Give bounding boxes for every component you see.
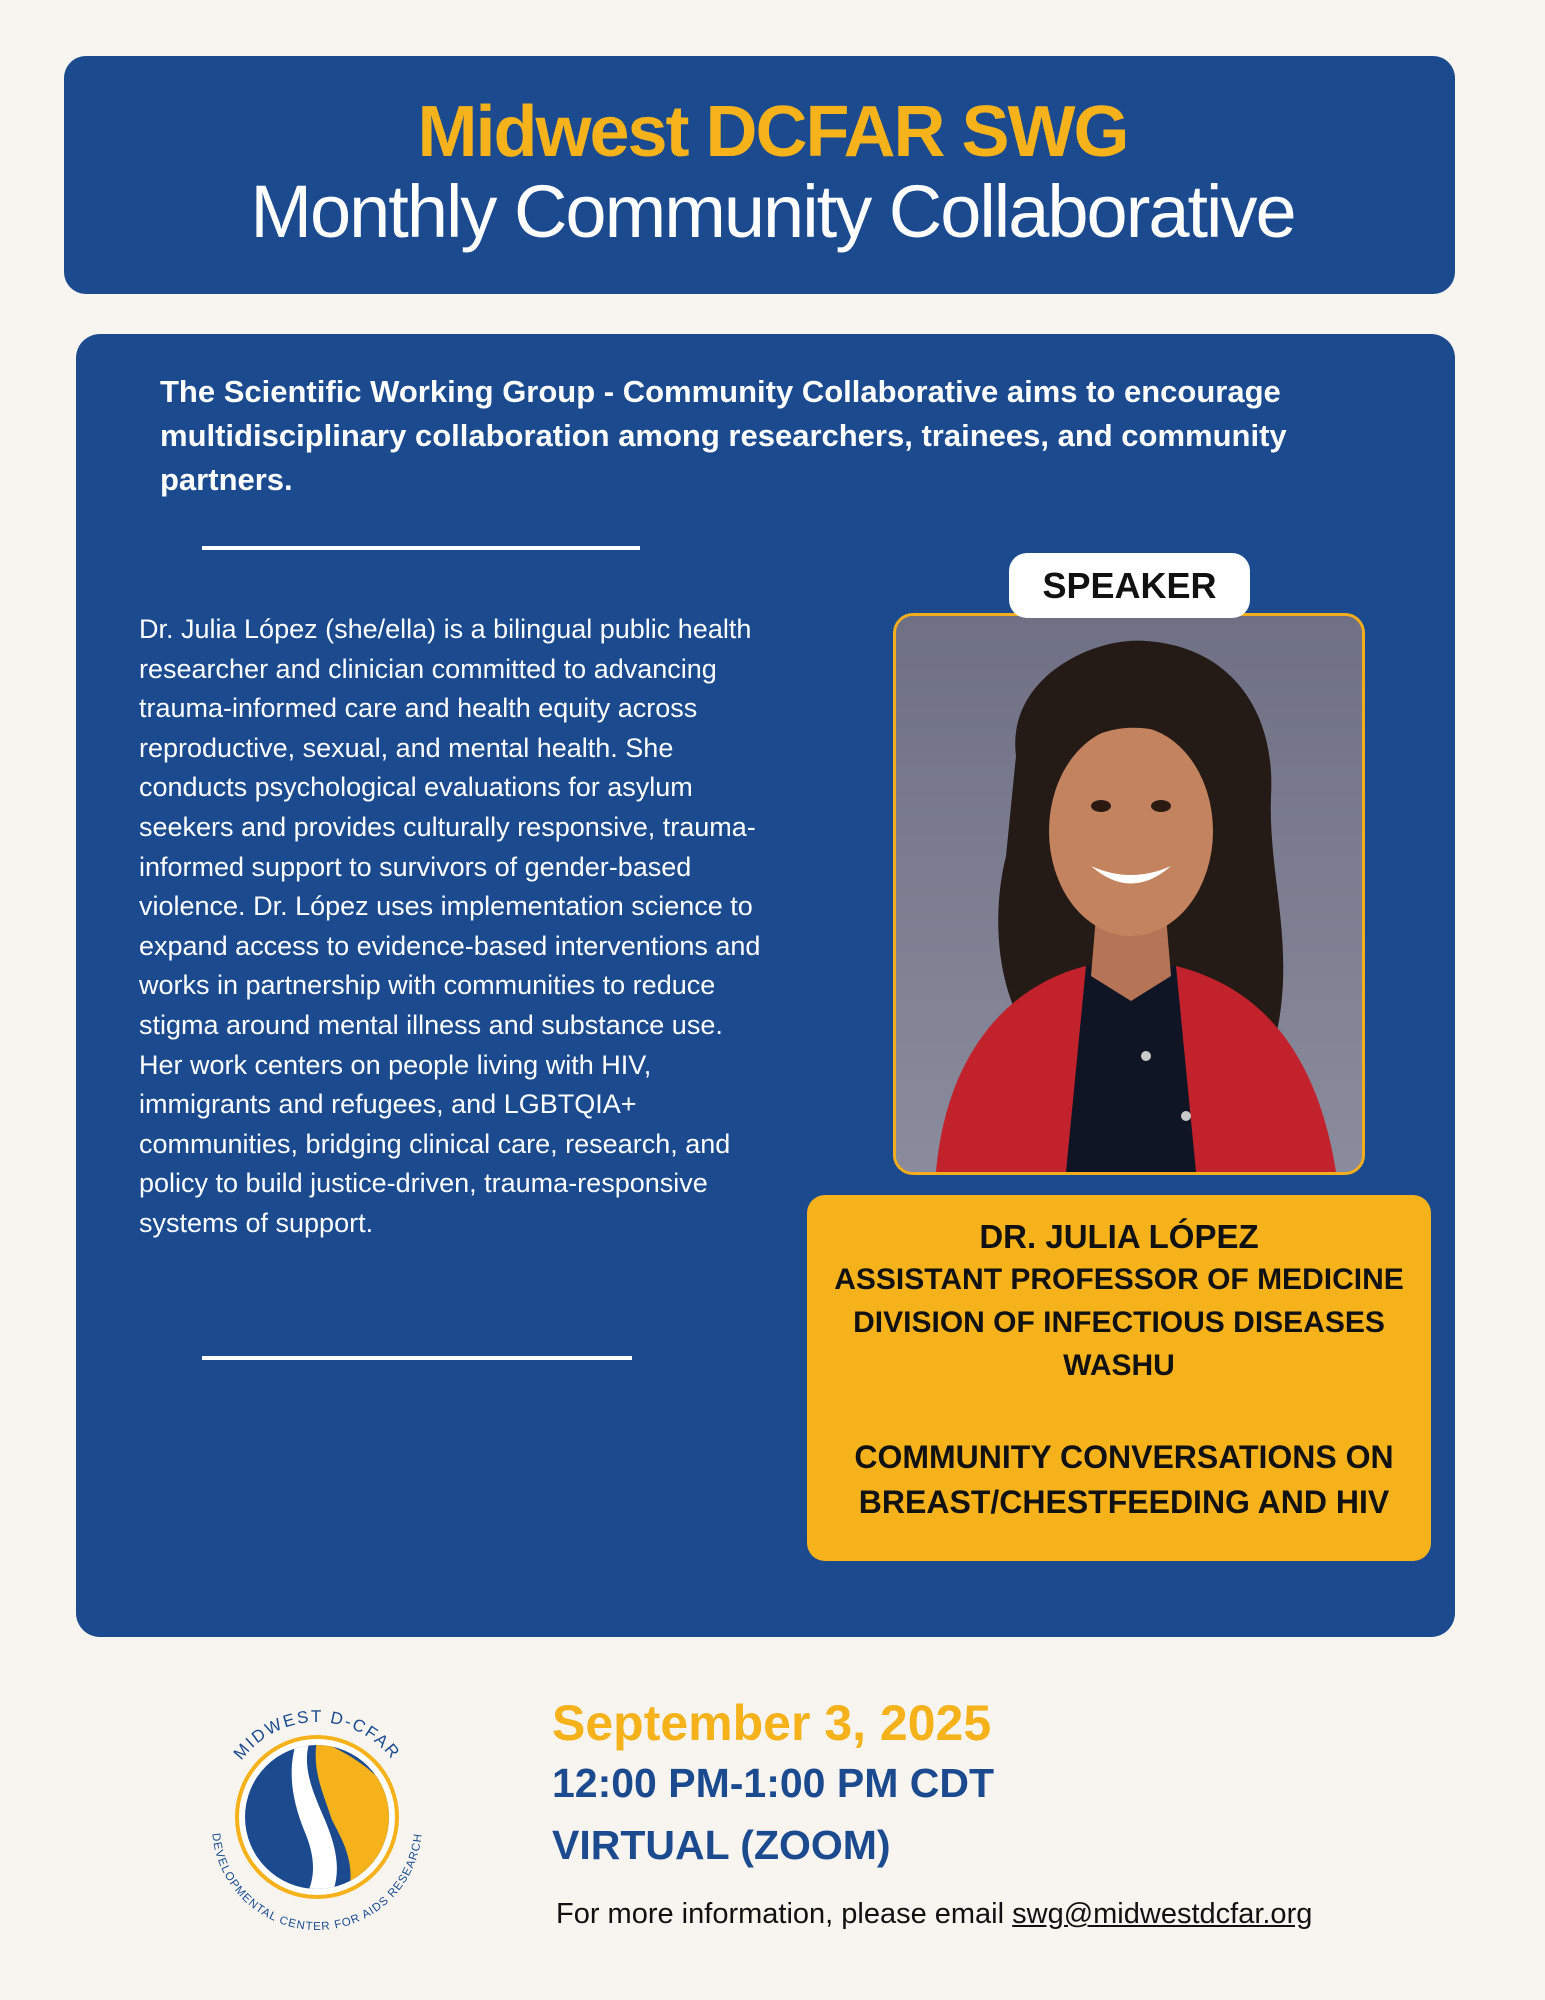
contact-line [556,1894,1312,1934]
speaker-portrait-illustration [896,616,1362,1172]
event-series-subtitle: Monthly Community Collaborative [250,170,1295,253]
logo-graphic [192,1690,442,1940]
speaker-role: ASSISTANT PROFESSOR OF MEDICINE [834,1263,1404,1296]
divider-bottom [202,1356,632,1360]
midwest-dcfar-logo [192,1690,442,1940]
logo-arc-bottom: DEVELOPMENTAL CENTER FOR AIDS RESEARCH [209,1832,425,1934]
logo-arc-top: MIDWEST D-CFAR [229,1707,405,1764]
speaker-photo [893,613,1365,1175]
event-date: September 3, 2025 [552,1695,992,1751]
contact-email-link[interactable]: swg@midwestdcfar.org [1012,1898,1313,1930]
event-location: VIRTUAL (ZOOM) [552,1822,891,1868]
intro-text: The Scientific Working Group - Community Collaborative aims to encourage multidisciplinary collaboration among researchers, trainees, and community partners. [160,374,1287,497]
event-series-title: Midwest DCFAR SWG [417,92,1128,172]
event-time: 12:00 PM-1:00 PM CDT [552,1760,995,1806]
speaker-institution: WASHU [1063,1349,1175,1382]
speaker-division: DIVISION OF INFECTIOUS DISEASES [853,1306,1385,1339]
speaker-name: DR. JULIA LÓPEZ [979,1218,1259,1255]
speaker-tag: SPEAKER [1009,553,1250,618]
contact-prefix: For more information, please email [556,1898,1013,1930]
speaker-bio: Dr. Julia López (she/ella) is a bilingual public health researcher and clinician committed to advancing trauma-informed care and health equity across reproductive, sexual, and mental health. She conducts psychological evaluations for asylum seekers and provides culturally responsive, trauma-informed support to survivors of gender-based violence. Dr. López uses implementation science to expand access to evidence-based interventions and works in partnership with communities to reduce stigma around mental illness and substance use. Her work centers on people living with HIV, immigrants and refugees, and LGBTQIA+ communities, bridging clinical care, research, and policy to build justice-driven, trauma-responsive systems of support. [139,614,761,1238]
divider-top [202,546,640,550]
talk-title: COMMUNITY CONVERSATIONS ON BREAST/CHESTFEEDING AND HIV [854,1439,1394,1520]
speaker-info-box [807,1195,1431,1561]
